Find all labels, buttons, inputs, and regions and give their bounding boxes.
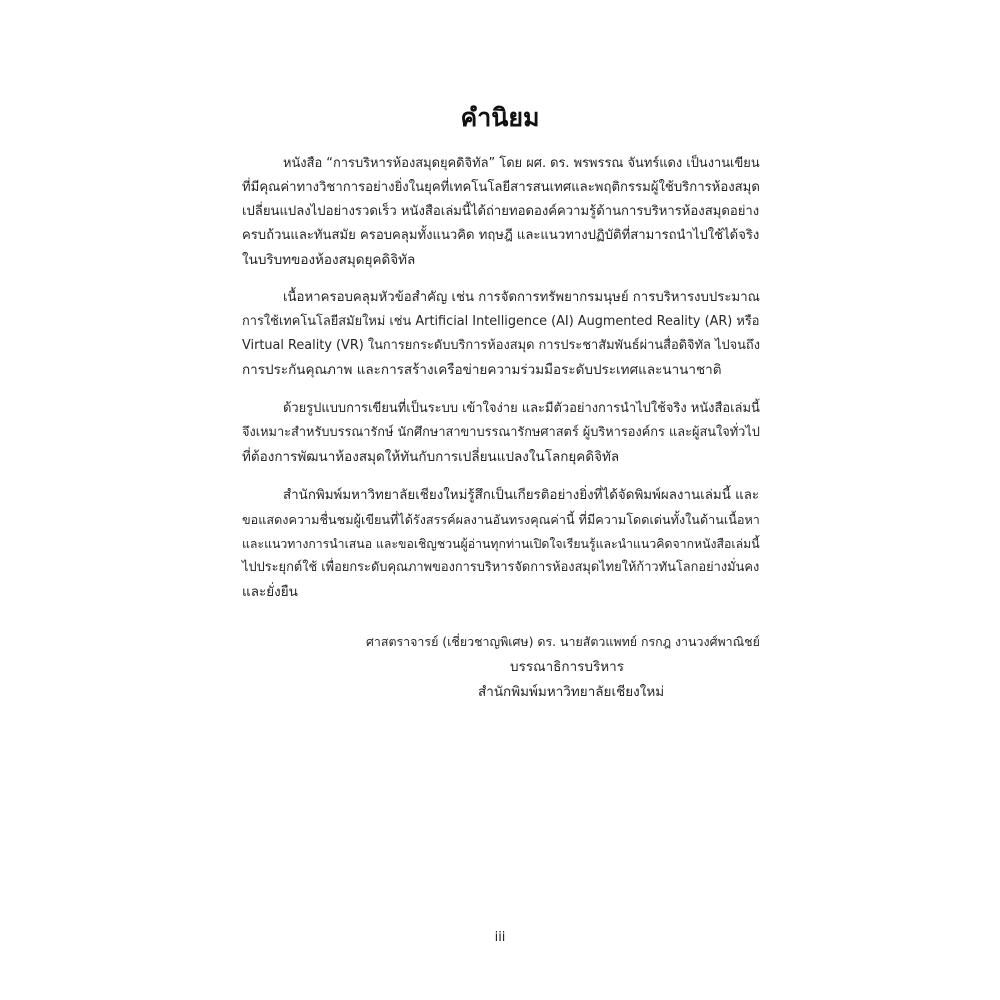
signature-organization: สำนักพิมพ์มหาวิทยาลัยเชียงใหม่ — [478, 684, 665, 700]
paragraph-4-line-4: ไปประยุกต์ใช้ เพื่อยกระดับคุณภาพของการบริหารจัดการห้องสมุดไทยให้ก้าวทันโลกอย่างมั่นคง — [242, 560, 760, 575]
page-number: iii — [494, 930, 506, 945]
paragraph-1-line-2: ที่มีคุณค่าทางวิชาการอย่างยิ่งในยุคที่เทคโนโลยีสารสนเทศและพฤติกรรมผู้ใช้บริการห้องสมุด — [242, 180, 760, 195]
paragraph-2-line-4: การประกันคุณภาพ และการสร้างเครือข่ายความร่วมมือระดับประเทศและนานาชาติ — [242, 362, 722, 378]
paragraph-2-line-2: การใช้เทคโนโลยีสมัยใหม่ เช่น Artificial Intelligence (AI) Augmented Reality (AR) หรือ — [242, 314, 760, 329]
paragraph-2-line-1: เนื้อหาครอบคลุมหัวข้อสำคัญ เช่น การจัดการทรัพยากรมนุษย์ การบริหารงบประมาณ — [283, 290, 760, 305]
paragraph-4-line-2: ขอแสดงความชื่นชมผู้เขียนที่ได้รังสรรค์ผลงานอันทรงคุณค่านี้ ที่มีความโดดเด่นทั้งในด้านเนื้อหา — [242, 512, 760, 527]
paragraph-3-line-2: จึงเหมาะสำหรับบรรณารักษ์ นักศึกษาสาขาบรรณารักษศาสตร์ ผู้บริหารองค์กร และผู้สนใจทั่วไป — [242, 425, 760, 440]
paragraph-1-line-4: ครบถ้วนและทันสมัย ครอบคลุมทั้งแนวคิด ทฤษฎี และแนวทางปฏิบัติที่สามารถนำไปใช้ได้จริง — [242, 228, 760, 243]
paragraph-4-line-1: สำนักพิมพ์มหาวิทยาลัยเชียงใหม่รู้สึกเป็นเกียรติอย่างยิ่งที่ได้จัดพิมพ์ผลงานเล่มนี้ และ — [283, 488, 760, 503]
paragraph-4-line-5: และยั่งยืน — [242, 584, 298, 600]
paragraph-2-line-3: Virtual Reality (VR) ในการยกระดับบริการห้องสมุด การประชาสัมพันธ์ผ่านสื่อดิจิทัล ไปจนถึง — [242, 338, 760, 353]
signature-position: บรรณาธิการบริหาร — [510, 659, 624, 675]
page-title: คำนิยม — [460, 103, 540, 132]
paragraph-1-line-1: หนังสือ “การบริหารห้องสมุดยุคดิจิทัล” โดย ผศ. ดร. พรพรรณ จันทร์แดง เป็นงานเขียน — [283, 156, 760, 171]
paragraph-3-line-3: ที่ต้องการพัฒนาห้องสมุดให้ทันกับการเปลี่ยนแปลงในโลกยุคดิจิทัล — [242, 449, 620, 465]
signature-name: ศาสตราจารย์ (เชี่ยวชาญพิเศษ) ดร. นายสัตวแพทย์ กรกฎ งานวงศ์พาณิชย์ — [366, 634, 760, 649]
paragraph-1-line-3: เปลี่ยนแปลงไปอย่างรวดเร็ว หนังสือเล่มนี้ได้ถ่ายทอดองค์ความรู้ด้านการบริหารห้องสมุดอย่าง — [242, 204, 760, 219]
paragraph-3-line-1: ด้วยรูปแบบการเขียนที่เป็นระบบ เข้าใจง่าย และมีตัวอย่างการนำไปใช้จริง หนังสือเล่มนี้ — [283, 401, 760, 416]
paragraph-4-line-3: และแนวทางการนำเสนอ และขอเชิญชวนผู้อ่านทุกท่านเปิดใจเรียนรู้และนำแนวคิดจากหนังสือเล่มนี้ — [242, 537, 760, 551]
paragraph-1-line-5: ในบริบทของห้องสมุดยุคดิจิทัล — [242, 252, 416, 268]
